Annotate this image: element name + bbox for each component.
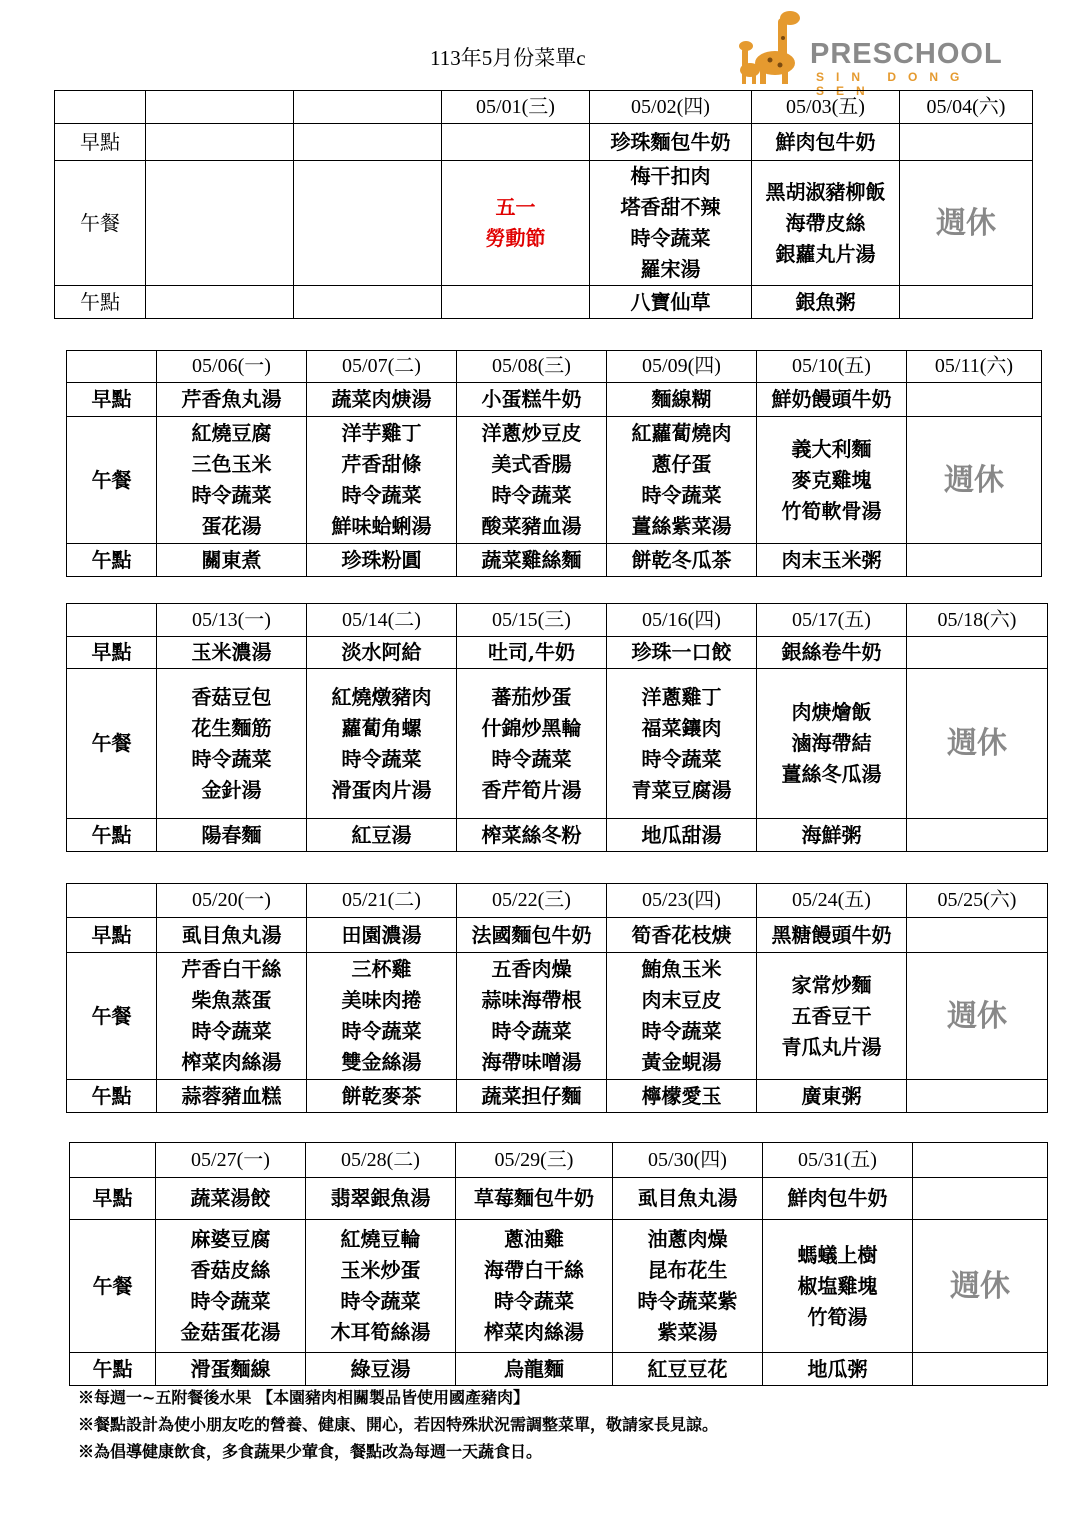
dish: 麥克雞塊 (791, 467, 872, 492)
snack-cell: 蒜蓉豬血糕 (157, 1080, 307, 1113)
footnote: ※為倡導健康飲食，多食蔬果少葷食，餐點改為每週一天蔬食日。 (78, 1442, 543, 1461)
row-label-breakfast: 早點 (67, 383, 157, 417)
lunch-cell (457, 669, 607, 819)
breakfast-cell: 蔬菜湯餃 (156, 1178, 306, 1220)
corner-cell (67, 351, 157, 383)
snack-cell: 檸檬愛玉 (607, 1080, 757, 1113)
breakfast-cell: 小蛋糕牛奶 (457, 383, 607, 417)
breakfast-cell: 黑糖饅頭牛奶 (757, 918, 907, 953)
dish: 洋蔥炒豆皮 (481, 421, 582, 445)
lunch-cell (607, 669, 757, 819)
row-label-lunch: 午餐 (67, 953, 157, 1080)
row-label-snack: 午點 (67, 544, 157, 577)
dish: 玉米炒蛋 (340, 1258, 421, 1282)
day-header: 05/04(六) (900, 91, 1033, 124)
dish: 三色玉米 (191, 452, 272, 476)
page-title: 113年5月份菜單c (430, 46, 586, 70)
row-label-breakfast: 早點 (55, 124, 146, 161)
row-label-breakfast: 早點 (67, 637, 157, 669)
dish: 青菜豆腐湯 (631, 777, 732, 802)
week1-table (54, 90, 1033, 319)
day-header: 05/20(一) (157, 884, 307, 918)
day-header (913, 1143, 1048, 1178)
day-header: 05/07(二) (307, 351, 457, 383)
dish: 紅燒豆輪 (340, 1227, 421, 1251)
dish: 時令蔬菜 (190, 1289, 271, 1313)
day-header: 05/30(四) (613, 1143, 763, 1178)
snack-cell: 地瓜甜湯 (607, 819, 757, 852)
day-header: 05/08(三) (457, 351, 607, 383)
weekend-cell: 週休 (907, 417, 1042, 544)
day-header (146, 91, 294, 124)
snack-cell (146, 286, 294, 319)
dish: 香菇豆包 (191, 684, 272, 709)
dish: 榨菜肉絲湯 (484, 1320, 584, 1344)
dish: 芹香甜條 (341, 452, 422, 476)
dish: 羅宋湯 (640, 257, 701, 281)
snack-cell: 肉末玉米粥 (757, 544, 907, 577)
footnotes (78, 1384, 718, 1465)
dish: 香菇皮絲 (190, 1258, 271, 1282)
dish: 洋蔥雞丁 (641, 684, 722, 709)
row-label-snack: 午點 (55, 286, 146, 319)
day-header: 05/09(四) (607, 351, 757, 383)
logo-subtitle: SIN DONG SEN (816, 70, 972, 98)
dish: 蛋花湯 (201, 514, 262, 538)
breakfast-cell: 淡水阿給 (307, 637, 457, 669)
day-header: 05/16(四) (607, 604, 757, 637)
breakfast-cell (900, 124, 1033, 161)
breakfast-cell: 草莓麵包牛奶 (456, 1178, 613, 1220)
dish: 滷海帶結 (791, 731, 872, 755)
snack-cell: 紅豆豆花 (613, 1353, 763, 1386)
week2-table (66, 350, 1042, 577)
dish: 紅蘿蔔燒肉 (631, 421, 732, 445)
weekend-cell: 週休 (907, 953, 1048, 1080)
dish: 鮮味蛤蜊湯 (331, 514, 432, 538)
lunch-cell (306, 1220, 456, 1353)
dish: 肉末豆皮 (641, 988, 722, 1012)
lunch-cell (457, 417, 607, 544)
breakfast-cell (907, 918, 1048, 953)
corner-cell (67, 884, 157, 918)
day-header: 05/13(一) (157, 604, 307, 637)
row-label-breakfast: 早點 (67, 918, 157, 953)
lunch-cell-holiday (442, 161, 590, 286)
weekend-cell: 週休 (900, 161, 1033, 286)
dish: 花生麵筋 (191, 715, 272, 740)
snack-cell: 滑蛋麵線 (156, 1353, 306, 1386)
dish: 洋芋雞丁 (341, 421, 422, 445)
day-header: 05/11(六) (907, 351, 1042, 383)
breakfast-cell: 珍珠一口餃 (607, 637, 757, 669)
lunch-cell (294, 161, 442, 286)
breakfast-cell: 田園濃湯 (307, 918, 457, 953)
row-label-lunch: 午餐 (70, 1220, 156, 1353)
breakfast-cell: 麵線糊 (607, 383, 757, 417)
lunch-cell (157, 669, 307, 819)
breakfast-cell: 虱目魚丸湯 (613, 1178, 763, 1220)
dish: 時令蔬菜 (341, 1019, 422, 1043)
day-header: 05/25(六) (907, 884, 1048, 918)
day-header: 05/10(五) (757, 351, 907, 383)
lunch-cell (757, 417, 907, 544)
dish: 昆布花生 (647, 1258, 728, 1282)
lunch-cell (456, 1220, 613, 1353)
dish: 肉焿燴飯 (791, 700, 872, 724)
dish: 時令蔬菜 (191, 746, 272, 771)
row-label-snack: 午點 (67, 1080, 157, 1113)
snack-cell: 綠豆湯 (306, 1353, 456, 1386)
lunch-cell (757, 669, 907, 819)
day-header: 05/17(五) (757, 604, 907, 637)
dish: 家常炒麵 (791, 972, 872, 997)
lunch-cell (157, 417, 307, 544)
day-header: 05/21(二) (307, 884, 457, 918)
dish: 螞蟻上樹 (797, 1242, 878, 1267)
dish: 黑胡淑豬柳飯 (765, 179, 886, 204)
snack-cell: 珍珠粉圓 (307, 544, 457, 577)
dish: 香芹筍片湯 (481, 777, 582, 802)
snack-cell: 蔬菜担仔麵 (457, 1080, 607, 1113)
snack-cell (907, 544, 1042, 577)
breakfast-cell (146, 124, 294, 161)
snack-cell: 蔬菜雞絲麵 (457, 544, 607, 577)
dish: 鮪魚玉米 (641, 957, 722, 981)
corner-cell (67, 604, 157, 637)
dish: 三杯雞 (351, 957, 412, 981)
weekend-cell: 週休 (907, 669, 1048, 819)
giraffe-icon (730, 8, 820, 88)
day-header: 05/14(二) (307, 604, 457, 637)
breakfast-cell: 蔬菜肉焿湯 (307, 383, 457, 417)
snack-cell: 紅豆湯 (307, 819, 457, 852)
breakfast-cell: 珍珠麵包牛奶 (590, 124, 752, 161)
footnote: ※餐點設計為使小朋友吃的營養、健康、開心，若因特殊狀況需調整菜單，敬請家長見諒。 (78, 1415, 719, 1434)
breakfast-cell: 虱目魚丸湯 (157, 918, 307, 953)
row-label-lunch: 午餐 (67, 669, 157, 819)
snack-cell: 餅乾冬瓜茶 (607, 544, 757, 577)
snack-cell (294, 286, 442, 319)
dish: 椒塩雞塊 (797, 1273, 878, 1298)
day-header: 05/31(五) (763, 1143, 913, 1178)
logo-brand: PRESCHOOL (810, 38, 1003, 70)
day-header: 05/23(四) (607, 884, 757, 918)
snack-cell: 廣東粥 (757, 1080, 907, 1113)
snack-cell (900, 286, 1033, 319)
day-header: 05/03(五) (752, 91, 900, 124)
weekend-cell: 週休 (913, 1220, 1048, 1353)
dish: 義大利麵 (791, 436, 872, 461)
lunch-cell (763, 1220, 913, 1353)
dish: 時令蔬菜 (630, 226, 711, 250)
day-header: 05/29(三) (456, 1143, 613, 1178)
snack-cell: 八寶仙草 (590, 286, 752, 319)
dish: 芹香白干絲 (181, 957, 282, 981)
day-header: 05/06(一) (157, 351, 307, 383)
day-header: 05/01(三) (442, 91, 590, 124)
dish: 紅燒豆腐 (191, 421, 272, 445)
breakfast-cell: 玉米濃湯 (157, 637, 307, 669)
snack-cell: 餅乾麥茶 (307, 1080, 457, 1113)
day-header: 05/27(一) (156, 1143, 306, 1178)
dish: 金針湯 (201, 777, 262, 802)
dish: 時令蔬菜 (340, 1289, 421, 1313)
lunch-cell (607, 953, 757, 1080)
dish: 塔香甜不辣 (620, 195, 721, 219)
dish: 時令蔬菜 (191, 483, 272, 507)
holiday-line: 勞動節 (485, 226, 546, 250)
dish: 竹筍湯 (807, 1304, 868, 1329)
dish: 紅燒燉豬肉 (331, 684, 432, 709)
dish: 美味肉捲 (341, 988, 422, 1012)
snack-cell: 烏龍麵 (456, 1353, 613, 1386)
breakfast-cell: 法國麵包牛奶 (457, 918, 607, 953)
row-label-breakfast: 早點 (70, 1178, 156, 1220)
dish: 柴魚蒸蛋 (191, 988, 272, 1012)
dish: 時令蔬菜 (491, 483, 572, 507)
dish: 青瓜丸片湯 (781, 1034, 882, 1059)
lunch-cell (757, 953, 907, 1080)
breakfast-cell: 吐司,牛奶 (457, 637, 607, 669)
preschool-logo (730, 8, 1030, 98)
dish: 五香豆干 (791, 1003, 872, 1028)
dish: 海帶味噌湯 (481, 1050, 582, 1074)
snack-cell (907, 1080, 1048, 1113)
dish: 蘿蔔角螺 (341, 715, 422, 740)
row-label-lunch: 午餐 (55, 161, 146, 286)
dish: 蕃茄炒蛋 (491, 684, 572, 709)
snack-cell (442, 286, 590, 319)
lunch-cell (156, 1220, 306, 1353)
dish: 時令蔬菜 (341, 746, 422, 771)
dish: 木耳筍絲湯 (330, 1320, 431, 1344)
row-label-snack: 午點 (67, 819, 157, 852)
lunch-cell (307, 953, 457, 1080)
breakfast-cell: 鮮奶饅頭牛奶 (757, 383, 907, 417)
week3-table (66, 603, 1048, 852)
dish: 海帶白干絲 (484, 1258, 584, 1282)
lunch-cell (457, 953, 607, 1080)
lunch-cell (607, 417, 757, 544)
day-header: 05/15(三) (457, 604, 607, 637)
dish: 福菜鑲肉 (641, 715, 722, 740)
snack-cell (913, 1353, 1048, 1386)
day-header: 05/22(三) (457, 884, 607, 918)
dish: 時令蔬菜 (641, 483, 722, 507)
dish: 酸菜豬血湯 (481, 514, 582, 538)
dish: 金菇蛋花湯 (180, 1320, 281, 1344)
lunch-cell (307, 417, 457, 544)
corner-cell (55, 91, 146, 124)
dish: 時令蔬菜 (494, 1289, 574, 1313)
snack-cell: 陽春麵 (157, 819, 307, 852)
dish: 什錦炒黑輪 (481, 715, 582, 740)
dish: 雙金絲湯 (341, 1050, 422, 1074)
lunch-cell (752, 161, 900, 286)
dish: 時令蔬菜 (491, 746, 572, 771)
dish: 麻婆豆腐 (190, 1227, 271, 1251)
dish: 竹筍軟骨湯 (781, 498, 882, 523)
dish: 蒜味海帶根 (481, 988, 582, 1012)
breakfast-cell (442, 124, 590, 161)
dish: 時令蔬菜 (641, 1019, 722, 1043)
week4-table (66, 883, 1048, 1113)
snack-cell: 銀魚粥 (752, 286, 900, 319)
corner-cell (70, 1143, 156, 1178)
lunch-cell (157, 953, 307, 1080)
breakfast-cell (294, 124, 442, 161)
dish: 蔥仔蛋 (651, 452, 712, 476)
day-header: 05/18(六) (907, 604, 1048, 637)
dish: 時令蔬菜 (191, 1019, 272, 1043)
dish: 銀蘿丸片湯 (775, 241, 876, 266)
dish: 滑蛋肉片湯 (331, 777, 432, 802)
row-label-lunch: 午餐 (67, 417, 157, 544)
week5-table (69, 1142, 1048, 1386)
snack-cell (907, 819, 1048, 852)
snack-cell: 海鮮粥 (757, 819, 907, 852)
dish: 海帶皮絲 (785, 210, 866, 235)
lunch-cell (307, 669, 457, 819)
footnote: ※每週一~五附餐後水果 【本園豬肉相關製品皆使用國產豬肉】 (78, 1388, 529, 1407)
snack-cell: 關東煮 (157, 544, 307, 577)
day-header: 05/28(二) (306, 1143, 456, 1178)
dish: 時令蔬菜 (341, 483, 422, 507)
dish: 薑絲紫菜湯 (631, 514, 732, 538)
lunch-cell (613, 1220, 763, 1353)
day-header (294, 91, 442, 124)
lunch-cell (146, 161, 294, 286)
breakfast-cell (913, 1178, 1048, 1220)
dish: 薑絲冬瓜湯 (781, 762, 882, 786)
breakfast-cell: 翡翠銀魚湯 (306, 1178, 456, 1220)
dish: 榨菜肉絲湯 (181, 1050, 282, 1074)
dish: 紫菜湯 (657, 1320, 718, 1344)
holiday-line: 五一 (495, 195, 536, 219)
lunch-cell (590, 161, 752, 286)
breakfast-cell: 銀絲卷牛奶 (757, 637, 907, 669)
snack-cell: 地瓜粥 (763, 1353, 913, 1386)
breakfast-cell: 鮮肉包牛奶 (763, 1178, 913, 1220)
dish: 梅干扣肉 (630, 164, 711, 188)
breakfast-cell: 芹香魚丸湯 (157, 383, 307, 417)
dish: 黃金蜆湯 (641, 1050, 722, 1074)
dish: 油蔥肉燥 (647, 1227, 728, 1251)
day-header: 05/24(五) (757, 884, 907, 918)
breakfast-cell: 筍香花枝焿 (607, 918, 757, 953)
day-header: 05/02(四) (590, 91, 752, 124)
row-label-snack: 午點 (70, 1353, 156, 1386)
dish: 時令蔬菜紫 (637, 1289, 738, 1313)
snack-cell: 榨菜絲冬粉 (457, 819, 607, 852)
dish: 時令蔬菜 (641, 746, 722, 771)
breakfast-cell (907, 637, 1048, 669)
dish: 時令蔬菜 (491, 1019, 572, 1043)
dish: 蔥油雞 (504, 1227, 564, 1251)
dish: 美式香腸 (491, 452, 572, 476)
dish: 五香肉燥 (491, 957, 572, 981)
breakfast-cell: 鮮肉包牛奶 (752, 124, 900, 161)
breakfast-cell (907, 383, 1042, 417)
